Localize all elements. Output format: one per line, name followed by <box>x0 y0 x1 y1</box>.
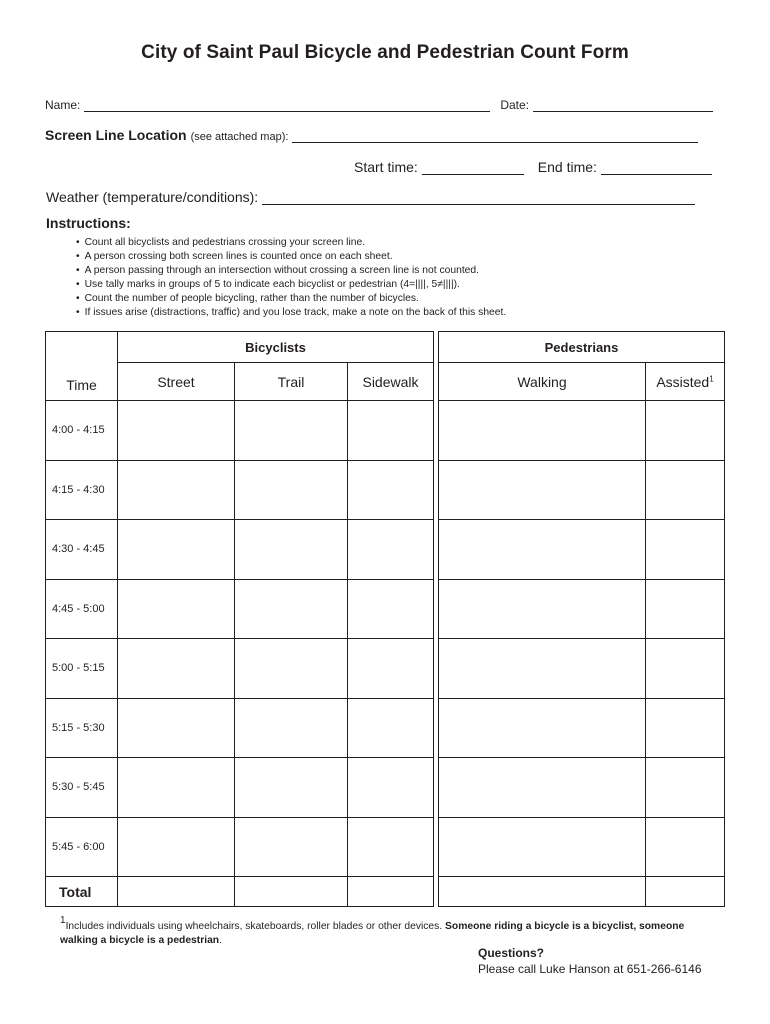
assisted-count-cell[interactable] <box>646 698 725 758</box>
date-label: Date: <box>500 98 530 112</box>
end-time-field[interactable] <box>601 173 712 175</box>
sidewalk-count-cell[interactable] <box>348 460 434 520</box>
footnote-marker: 1 <box>60 915 66 926</box>
sidewalk-count-cell[interactable] <box>348 579 434 639</box>
time-slot-cell: 4:45 - 5:00 <box>46 579 118 639</box>
time-slot-cell: 5:45 - 6:00 <box>46 817 118 877</box>
street-count-cell[interactable] <box>118 758 235 818</box>
sidewalk-count-cell[interactable] <box>348 520 434 580</box>
time-header: Time <box>66 377 97 393</box>
table-row <box>46 817 725 877</box>
contact-block <box>478 945 702 977</box>
table-row <box>46 639 725 699</box>
trail-count-cell[interactable] <box>235 758 348 818</box>
weather-field[interactable] <box>262 203 695 205</box>
sidewalk-count-cell[interactable] <box>348 817 434 877</box>
walking-count-cell[interactable] <box>439 460 646 520</box>
street-header: Street <box>118 363 235 401</box>
walking-count-cell[interactable] <box>439 520 646 580</box>
footnote-bold-text: Someone riding a bicycle is a bicyclist, someone walking a bicycle is a pedestrian <box>60 921 685 946</box>
instruction-item: • Use tally marks in groups of 5 to indicate each bicyclist or pedestrian (4=||||, 5≠||||). <box>76 278 506 292</box>
time-slot-cell: 5:15 - 5:30 <box>46 698 118 758</box>
table-row <box>46 698 725 758</box>
time-row <box>354 159 712 175</box>
time-slot-cell: 4:00 - 4:15 <box>46 401 118 461</box>
bicyclists-header: Bicyclists <box>118 332 434 363</box>
count-table <box>45 331 725 907</box>
questions-label: Questions? <box>478 946 545 960</box>
table-row <box>46 460 725 520</box>
walking-count-cell[interactable] <box>439 698 646 758</box>
total-label: Total <box>46 877 118 907</box>
instruction-item: • If issues arise (distractions, traffic) and you lose track, make a note on the back of this sheet. <box>76 306 506 320</box>
trail-total-cell[interactable] <box>235 877 348 907</box>
instruction-item: • Count all bicyclists and pedestrians crossing your screen line. <box>76 236 506 250</box>
screen-line-label: Screen Line Location <box>45 127 187 143</box>
street-count-cell[interactable] <box>118 579 235 639</box>
walking-count-cell[interactable] <box>439 758 646 818</box>
form-title: City of Saint Paul Bicycle and Pedestrian Count Form <box>141 42 629 63</box>
trail-count-cell[interactable] <box>235 460 348 520</box>
sidewalk-header: Sidewalk <box>348 363 434 401</box>
table-row <box>46 758 725 818</box>
trail-count-cell[interactable] <box>235 639 348 699</box>
screen-line-field[interactable] <box>292 141 698 143</box>
instruction-item: • A person crossing both screen lines is counted once on each sheet. <box>76 250 506 264</box>
table-row <box>46 520 725 580</box>
instructions-list <box>76 236 506 320</box>
trail-count-cell[interactable] <box>235 817 348 877</box>
name-label: Name: <box>45 98 81 112</box>
end-time-label: End time: <box>537 159 597 175</box>
street-total-cell[interactable] <box>118 877 235 907</box>
assisted-footnote-marker: 1 <box>709 373 714 383</box>
weather-label: Weather (temperature/conditions): <box>46 189 259 205</box>
time-slot-cell: 4:15 - 4:30 <box>46 460 118 520</box>
trail-count-cell[interactable] <box>235 579 348 639</box>
sidewalk-count-cell[interactable] <box>348 758 434 818</box>
assisted-count-cell[interactable] <box>646 639 725 699</box>
street-count-cell[interactable] <box>118 460 235 520</box>
time-slot-cell: 5:00 - 5:15 <box>46 639 118 699</box>
assisted-count-cell[interactable] <box>646 758 725 818</box>
sidewalk-count-cell[interactable] <box>348 639 434 699</box>
assisted-header <box>646 363 725 401</box>
trail-count-cell[interactable] <box>235 520 348 580</box>
trail-count-cell[interactable] <box>235 698 348 758</box>
walking-count-cell[interactable] <box>439 579 646 639</box>
street-count-cell[interactable] <box>118 401 235 461</box>
footnote-text: Includes individuals using wheelchairs, skateboards, roller blades or other devices. <box>65 921 446 932</box>
weather-row <box>46 189 695 205</box>
assisted-count-cell[interactable] <box>646 520 725 580</box>
street-count-cell[interactable] <box>118 817 235 877</box>
screen-line-row <box>45 127 698 143</box>
date-field[interactable] <box>533 110 713 112</box>
assisted-count-cell[interactable] <box>646 460 725 520</box>
walking-count-cell[interactable] <box>439 401 646 461</box>
pedestrians-header: Pedestrians <box>439 332 725 363</box>
time-slot-cell: 4:30 - 4:45 <box>46 520 118 580</box>
trail-header: Trail <box>235 363 348 401</box>
name-field[interactable] <box>84 110 490 112</box>
trail-count-cell[interactable] <box>235 401 348 461</box>
assisted-count-cell[interactable] <box>646 579 725 639</box>
sidewalk-count-cell[interactable] <box>348 698 434 758</box>
name-row <box>45 98 713 112</box>
walking-header: Walking <box>439 363 646 401</box>
sidewalk-total-cell[interactable] <box>348 877 434 907</box>
contact-line: Please call Luke Hanson at 651-266-6146 <box>478 962 702 976</box>
screen-line-hint: (see attached map): <box>190 131 289 143</box>
assisted-label: Assisted <box>656 373 710 390</box>
assisted-total-cell[interactable] <box>646 877 725 907</box>
time-slot-cell: 5:30 - 5:45 <box>46 758 118 818</box>
walking-total-cell[interactable] <box>439 877 646 907</box>
instruction-item: • Count the number of people bicycling, rather than the number of bicycles. <box>76 292 506 306</box>
street-count-cell[interactable] <box>118 639 235 699</box>
start-time-field[interactable] <box>422 173 524 175</box>
assisted-count-cell[interactable] <box>646 401 725 461</box>
time-header-top <box>46 332 118 401</box>
street-count-cell[interactable] <box>118 520 235 580</box>
instructions-heading: Instructions: <box>46 215 131 231</box>
walking-count-cell[interactable] <box>439 817 646 877</box>
footnote-end: . <box>219 935 222 946</box>
street-count-cell[interactable] <box>118 698 235 758</box>
assisted-count-cell[interactable] <box>646 817 725 877</box>
table-row <box>46 401 725 461</box>
table-row <box>46 579 725 639</box>
instruction-item: • A person passing through an intersection without crossing a screen line is not counted. <box>76 264 506 278</box>
total-row <box>46 877 725 907</box>
sidewalk-count-cell[interactable] <box>348 401 434 461</box>
footnote <box>60 914 700 948</box>
walking-count-cell[interactable] <box>439 639 646 699</box>
start-time-label: Start time: <box>354 159 418 175</box>
